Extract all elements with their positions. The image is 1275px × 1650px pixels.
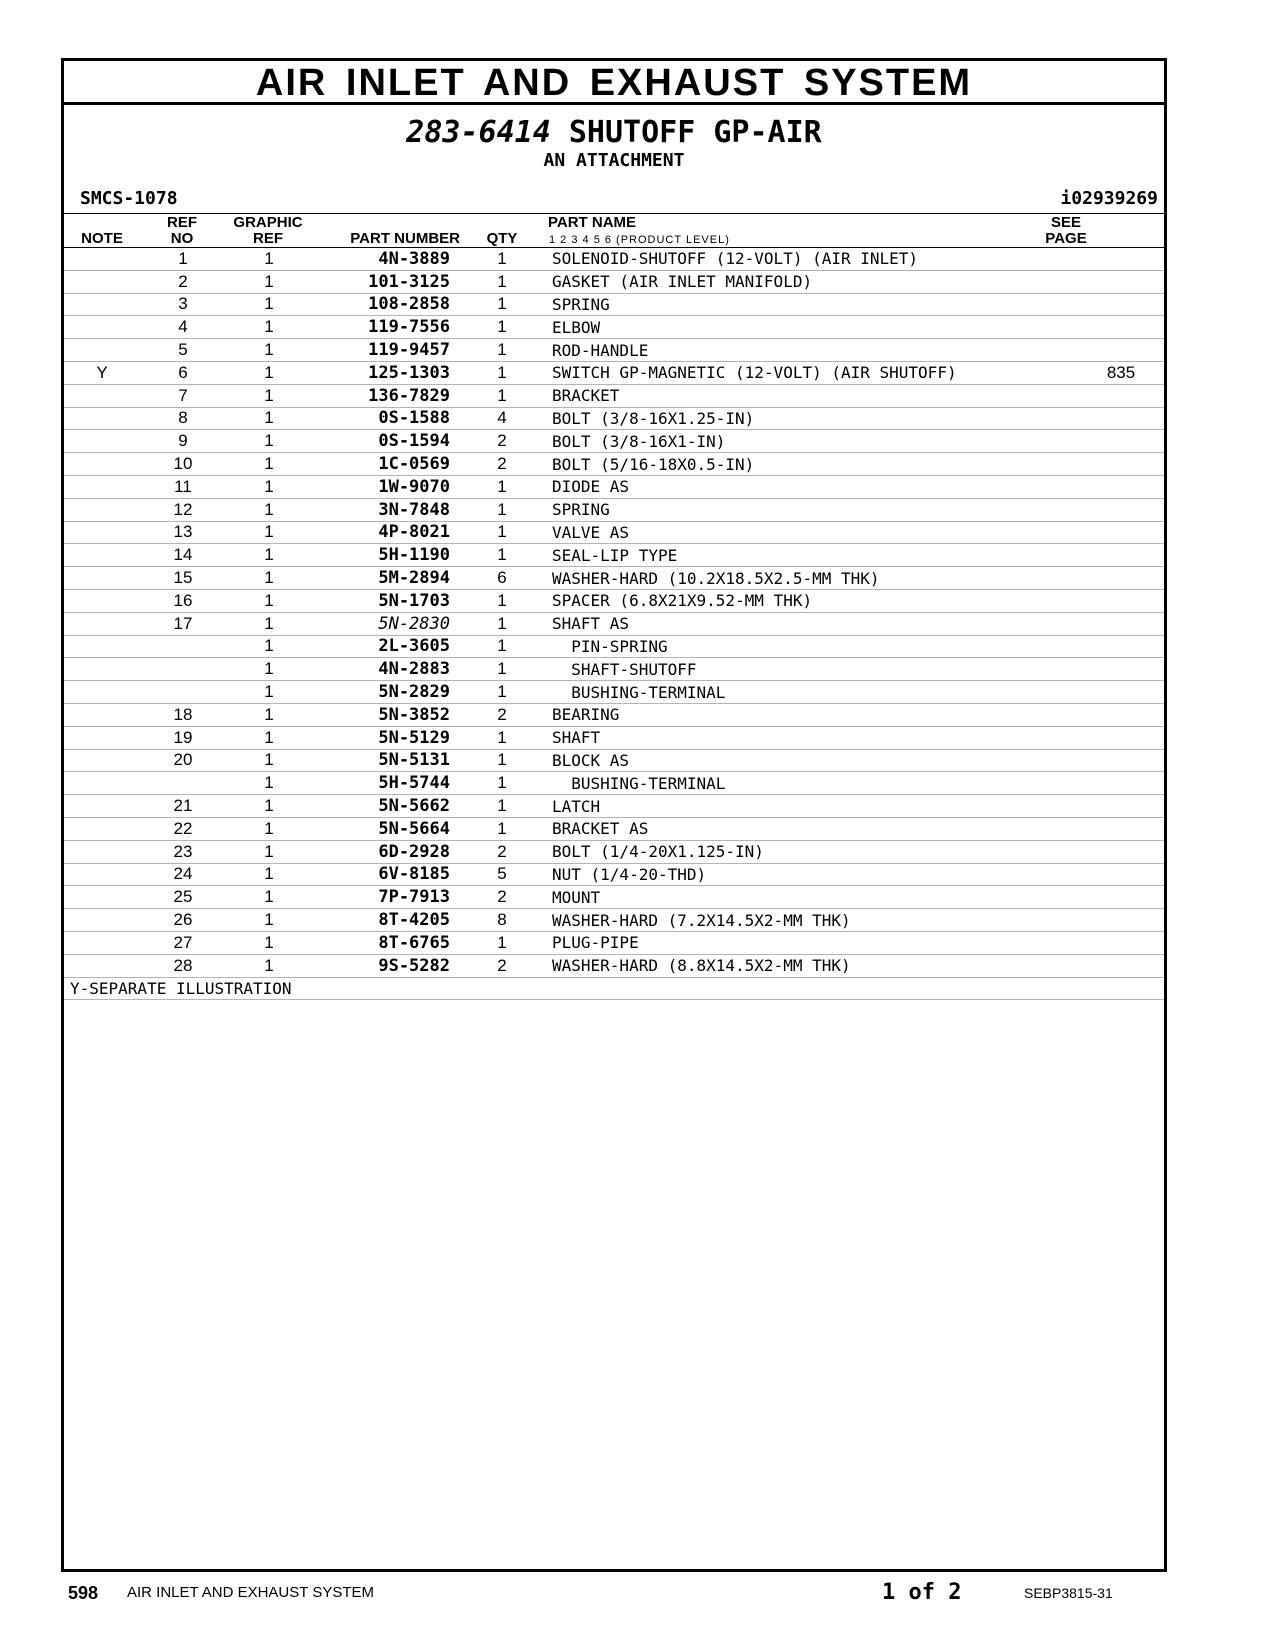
- cell-part-number: 101-3125: [312, 270, 456, 293]
- cell-ref-no: 12: [140, 498, 226, 521]
- footer-doc-number: SEBP3815-31: [1024, 1585, 1113, 1601]
- cell-graphic-ref: 1: [226, 384, 312, 407]
- cell-ref-no: 21: [140, 795, 226, 818]
- header-note: NOTE: [81, 230, 123, 247]
- cell-graphic-ref: 1: [226, 703, 312, 726]
- cell-part-number: 108-2858: [312, 293, 456, 316]
- cell-note: [64, 270, 140, 293]
- cell-part-name: BOLT (1/4-20X1.125-IN): [548, 840, 1078, 863]
- cell-qty: 1: [456, 544, 548, 567]
- cell-part-number: 5M-2894: [312, 567, 456, 590]
- cell-part-name: SOLENOID-SHUTOFF (12-VOLT) (AIR INLET): [548, 248, 1078, 270]
- cell-part-name: SPRING: [548, 293, 1078, 316]
- cell-part-number: 125-1303: [312, 361, 456, 384]
- cell-qty: 1: [456, 658, 548, 681]
- cell-qty: 1: [456, 817, 548, 840]
- cell-ref-no: 14: [140, 544, 226, 567]
- table-row: [64, 498, 1164, 521]
- cell-part-name: BEARING: [548, 703, 1078, 726]
- cell-ref-no: 1: [140, 248, 226, 270]
- cell-ref-no: 26: [140, 909, 226, 932]
- cell-part-name: BUSHING-TERMINAL: [548, 772, 1078, 795]
- cell-ref-no: 27: [140, 931, 226, 954]
- header-graphic-bottom: REF: [253, 230, 283, 247]
- cell-ref-no: 11: [140, 475, 226, 498]
- cell-graphic-ref: 1: [226, 544, 312, 567]
- cell-graphic-ref: 1: [226, 498, 312, 521]
- cell-ref-no: 10: [140, 453, 226, 476]
- cell-graphic-ref: 1: [226, 863, 312, 886]
- cell-part-name: SEAL-LIP TYPE: [548, 544, 1078, 567]
- group-subtitle: AN ATTACHMENT: [543, 150, 685, 171]
- cell-note: [64, 293, 140, 316]
- cell-qty: 1: [456, 498, 548, 521]
- table-row: [64, 475, 1164, 498]
- cell-part-number: 5H-5744: [312, 772, 456, 795]
- cell-part-number: 4N-2883: [312, 658, 456, 681]
- header-product-level: 1 2 3 4 5 6 (PRODUCT LEVEL): [549, 234, 730, 246]
- cell-note: [64, 339, 140, 362]
- cell-qty: 1: [456, 316, 548, 339]
- cell-see-page: [1078, 589, 1164, 612]
- cell-qty: 1: [456, 270, 548, 293]
- cell-ref-no: 4: [140, 316, 226, 339]
- cell-qty: 5: [456, 863, 548, 886]
- cell-note: [64, 475, 140, 498]
- header-graphic-top: GRAPHIC: [233, 214, 303, 231]
- cell-note: [64, 726, 140, 749]
- cell-qty: 1: [456, 521, 548, 544]
- cell-qty: 6: [456, 567, 548, 590]
- cell-note: [64, 703, 140, 726]
- cell-ref-no: 7: [140, 384, 226, 407]
- meta-row: [64, 185, 1164, 213]
- header-part-name: PART NAME: [548, 214, 637, 231]
- table-row: [64, 567, 1164, 590]
- cell-ref-no: 9: [140, 430, 226, 453]
- cell-part-number: 5N-1703: [312, 589, 456, 612]
- cell-qty: 2: [456, 886, 548, 909]
- cell-qty: 2: [456, 430, 548, 453]
- cell-note: [64, 407, 140, 430]
- cell-see-page: [1078, 658, 1164, 681]
- cell-see-page: [1078, 954, 1164, 977]
- cell-ref-no: [140, 681, 226, 704]
- cell-part-number: 7P-7913: [312, 886, 456, 909]
- cell-part-name: SHAFT: [548, 726, 1078, 749]
- page-footer: [0, 1578, 1275, 1608]
- table-row: [64, 681, 1164, 704]
- cell-part-number: 5N-5662: [312, 795, 456, 818]
- table-row: [64, 339, 1164, 362]
- cell-note: Y: [64, 361, 140, 384]
- cell-qty: 2: [456, 703, 548, 726]
- table-header: [64, 214, 1164, 248]
- cell-graphic-ref: 1: [226, 726, 312, 749]
- table-row: [64, 795, 1164, 818]
- table-row: [64, 407, 1164, 430]
- cell-part-name: BRACKET AS: [548, 817, 1078, 840]
- cell-graphic-ref: 1: [226, 840, 312, 863]
- cell-ref-no: [140, 658, 226, 681]
- cell-note: [64, 954, 140, 977]
- table-row: [64, 909, 1164, 932]
- footnote: Y-SEPARATE ILLUSTRATION: [64, 977, 1164, 1000]
- cell-see-page: [1078, 567, 1164, 590]
- cell-part-name: MOUNT: [548, 886, 1078, 909]
- cell-ref-no: 20: [140, 749, 226, 772]
- cell-part-number: 119-7556: [312, 316, 456, 339]
- cell-qty: 1: [456, 681, 548, 704]
- table-row: [64, 248, 1164, 270]
- cell-graphic-ref: 1: [226, 475, 312, 498]
- cell-ref-no: 5: [140, 339, 226, 362]
- section-title: AIR INLET AND EXHAUST SYSTEM: [64, 61, 1164, 105]
- cell-note: [64, 544, 140, 567]
- cell-graphic-ref: 1: [226, 293, 312, 316]
- table-row: [64, 726, 1164, 749]
- cell-graphic-ref: 1: [226, 931, 312, 954]
- cell-part-name: BOLT (3/8-16X1-IN): [548, 430, 1078, 453]
- cell-ref-no: 2: [140, 270, 226, 293]
- cell-ref-no: 6: [140, 361, 226, 384]
- cell-see-page: [1078, 909, 1164, 932]
- cell-part-number: 5H-1190: [312, 544, 456, 567]
- cell-graphic-ref: 1: [226, 248, 312, 270]
- cell-see-page: [1078, 612, 1164, 635]
- cell-see-page: [1078, 498, 1164, 521]
- cell-note: [64, 316, 140, 339]
- cell-see-page: [1078, 931, 1164, 954]
- cell-qty: 1: [456, 339, 548, 362]
- cell-note: [64, 453, 140, 476]
- cell-part-name: DIODE AS: [548, 475, 1078, 498]
- cell-see-page: [1078, 635, 1164, 658]
- smcs-code: SMCS-1078: [80, 188, 178, 209]
- cell-graphic-ref: 1: [226, 407, 312, 430]
- cell-ref-no: 16: [140, 589, 226, 612]
- cell-graphic-ref: 1: [226, 430, 312, 453]
- cell-note: [64, 909, 140, 932]
- parts-table-body: [64, 248, 1164, 1000]
- table-row: [64, 635, 1164, 658]
- cell-part-number: 2L-3605: [312, 635, 456, 658]
- group-heading: [64, 115, 1164, 151]
- table-row: [64, 703, 1164, 726]
- cell-graphic-ref: 1: [226, 635, 312, 658]
- cell-qty: 4: [456, 407, 548, 430]
- cell-qty: 1: [456, 361, 548, 384]
- group-name: SHUTOFF GP-AIR: [568, 115, 822, 150]
- header-part-number: PART NUMBER: [350, 230, 460, 247]
- cell-see-page: [1078, 407, 1164, 430]
- illustration-id: i02939269: [1060, 188, 1158, 209]
- cell-ref-no: 8: [140, 407, 226, 430]
- cell-ref-no: 23: [140, 840, 226, 863]
- cell-see-page: [1078, 681, 1164, 704]
- cell-part-name: SHAFT-SHUTOFF: [548, 658, 1078, 681]
- header-ref-top: REF: [167, 214, 197, 231]
- cell-see-page: [1078, 384, 1164, 407]
- cell-part-number: 1W-9070: [312, 475, 456, 498]
- footnote-row: [64, 977, 1164, 1000]
- cell-note: [64, 567, 140, 590]
- cell-part-name: SPACER (6.8X21X9.52-MM THK): [548, 589, 1078, 612]
- cell-part-number: 6D-2928: [312, 840, 456, 863]
- cell-part-number: 0S-1588: [312, 407, 456, 430]
- cell-note: [64, 248, 140, 270]
- cell-part-number: 5N-5664: [312, 817, 456, 840]
- cell-qty: 2: [456, 954, 548, 977]
- cell-note: [64, 658, 140, 681]
- cell-qty: 1: [456, 749, 548, 772]
- cell-part-name: WASHER-HARD (7.2X14.5X2-MM THK): [548, 909, 1078, 932]
- cell-part-number: 5N-2829: [312, 681, 456, 704]
- cell-see-page: [1078, 703, 1164, 726]
- cell-see-page: [1078, 726, 1164, 749]
- cell-ref-no: 13: [140, 521, 226, 544]
- cell-graphic-ref: 1: [226, 567, 312, 590]
- table-row: [64, 749, 1164, 772]
- cell-qty: 1: [456, 589, 548, 612]
- footer-section: AIR INLET AND EXHAUST SYSTEM: [127, 1584, 375, 1601]
- cell-graphic-ref: 1: [226, 749, 312, 772]
- cell-part-number: 9S-5282: [312, 954, 456, 977]
- cell-part-number: 4P-8021: [312, 521, 456, 544]
- cell-note: [64, 840, 140, 863]
- cell-part-name: WASHER-HARD (8.8X14.5X2-MM THK): [548, 954, 1078, 977]
- cell-qty: 1: [456, 726, 548, 749]
- cell-graphic-ref: 1: [226, 589, 312, 612]
- table-row: [64, 544, 1164, 567]
- cell-part-name: LATCH: [548, 795, 1078, 818]
- cell-see-page: [1078, 293, 1164, 316]
- cell-part-number: 136-7829: [312, 384, 456, 407]
- cell-ref-no: [140, 772, 226, 795]
- table-row: [64, 954, 1164, 977]
- cell-see-page: [1078, 270, 1164, 293]
- cell-graphic-ref: 1: [226, 909, 312, 932]
- cell-note: [64, 498, 140, 521]
- cell-part-name: BUSHING-TERMINAL: [548, 681, 1078, 704]
- cell-qty: 8: [456, 909, 548, 932]
- cell-note: [64, 430, 140, 453]
- cell-graphic-ref: 1: [226, 612, 312, 635]
- cell-qty: 1: [456, 772, 548, 795]
- cell-part-name: WASHER-HARD (10.2X18.5X2.5-MM THK): [548, 567, 1078, 590]
- table-row: [64, 931, 1164, 954]
- cell-see-page: [1078, 453, 1164, 476]
- table-row: [64, 453, 1164, 476]
- cell-part-name: BOLT (5/16-18X0.5-IN): [548, 453, 1078, 476]
- cell-ref-no: 28: [140, 954, 226, 977]
- table-row: [64, 840, 1164, 863]
- cell-part-number: 1C-0569: [312, 453, 456, 476]
- cell-see-page: [1078, 544, 1164, 567]
- cell-graphic-ref: 1: [226, 361, 312, 384]
- cell-part-number: 0S-1594: [312, 430, 456, 453]
- cell-graphic-ref: 1: [226, 339, 312, 362]
- cell-qty: 1: [456, 475, 548, 498]
- cell-note: [64, 521, 140, 544]
- cell-note: [64, 589, 140, 612]
- cell-qty: 1: [456, 384, 548, 407]
- cell-qty: 1: [456, 248, 548, 270]
- cell-see-page: [1078, 886, 1164, 909]
- cell-qty: 2: [456, 453, 548, 476]
- cell-see-page: 835: [1078, 361, 1164, 384]
- cell-graphic-ref: 1: [226, 453, 312, 476]
- cell-part-name: SWITCH GP-MAGNETIC (12-VOLT) (AIR SHUTOFF): [548, 361, 1078, 384]
- cell-ref-no: 17: [140, 612, 226, 635]
- group-number: 283-6414: [406, 115, 551, 150]
- table-row: [64, 430, 1164, 453]
- table-row: [64, 658, 1164, 681]
- cell-note: [64, 886, 140, 909]
- cell-part-number: 8T-6765: [312, 931, 456, 954]
- cell-see-page: [1078, 339, 1164, 362]
- cell-part-name: SHAFT AS: [548, 612, 1078, 635]
- cell-note: [64, 635, 140, 658]
- cell-see-page: [1078, 840, 1164, 863]
- cell-part-number: 5N-3852: [312, 703, 456, 726]
- cell-qty: 1: [456, 931, 548, 954]
- cell-part-number: 119-9457: [312, 339, 456, 362]
- cell-part-name: GASKET (AIR INLET MANIFOLD): [548, 270, 1078, 293]
- cell-part-number: 5N-5131: [312, 749, 456, 772]
- footer-page-of: 1 of 2: [882, 1580, 962, 1605]
- cell-part-name: ROD-HANDLE: [548, 339, 1078, 362]
- table-row: [64, 612, 1164, 635]
- table-row: [64, 384, 1164, 407]
- table-row: [64, 293, 1164, 316]
- cell-graphic-ref: 1: [226, 772, 312, 795]
- table-row: [64, 589, 1164, 612]
- cell-part-number: 8T-4205: [312, 909, 456, 932]
- table-row: [64, 772, 1164, 795]
- table-row: [64, 270, 1164, 293]
- cell-part-name: BLOCK AS: [548, 749, 1078, 772]
- cell-note: [64, 931, 140, 954]
- cell-see-page: [1078, 817, 1164, 840]
- cell-qty: 2: [456, 840, 548, 863]
- cell-note: [64, 681, 140, 704]
- cell-graphic-ref: 1: [226, 681, 312, 704]
- cell-see-page: [1078, 430, 1164, 453]
- cell-see-page: [1078, 248, 1164, 270]
- cell-ref-no: 18: [140, 703, 226, 726]
- cell-graphic-ref: 1: [226, 521, 312, 544]
- cell-graphic-ref: 1: [226, 817, 312, 840]
- cell-part-name: BRACKET: [548, 384, 1078, 407]
- cell-note: [64, 795, 140, 818]
- table-row: [64, 886, 1164, 909]
- cell-part-name: PLUG-PIPE: [548, 931, 1078, 954]
- footer-page-number: 598: [68, 1583, 99, 1603]
- header-ref-bottom: NO: [170, 230, 194, 247]
- header-qty: QTY: [486, 230, 518, 247]
- cell-qty: 1: [456, 293, 548, 316]
- cell-part-name: VALVE AS: [548, 521, 1078, 544]
- cell-note: [64, 817, 140, 840]
- table-row: [64, 361, 1164, 384]
- cell-note: [64, 384, 140, 407]
- cell-graphic-ref: 1: [226, 316, 312, 339]
- cell-part-name: PIN-SPRING: [548, 635, 1078, 658]
- table-row: [64, 521, 1164, 544]
- cell-qty: 1: [456, 795, 548, 818]
- cell-part-number: 5N-2830: [312, 612, 456, 635]
- cell-note: [64, 612, 140, 635]
- cell-see-page: [1078, 863, 1164, 886]
- cell-see-page: [1078, 749, 1164, 772]
- cell-ref-no: 15: [140, 567, 226, 590]
- cell-ref-no: 3: [140, 293, 226, 316]
- cell-graphic-ref: 1: [226, 270, 312, 293]
- cell-see-page: [1078, 316, 1164, 339]
- parts-table: [64, 248, 1164, 1000]
- cell-graphic-ref: 1: [226, 886, 312, 909]
- table-row: [64, 817, 1164, 840]
- parts-page-frame: [61, 58, 1167, 1572]
- cell-part-number: 5N-5129: [312, 726, 456, 749]
- cell-see-page: [1078, 795, 1164, 818]
- cell-ref-no: [140, 635, 226, 658]
- cell-see-page: [1078, 475, 1164, 498]
- cell-graphic-ref: 1: [226, 954, 312, 977]
- cell-note: [64, 863, 140, 886]
- cell-part-name: ELBOW: [548, 316, 1078, 339]
- table-row: [64, 316, 1164, 339]
- cell-ref-no: 25: [140, 886, 226, 909]
- cell-part-name: BOLT (3/8-16X1.25-IN): [548, 407, 1078, 430]
- cell-see-page: [1078, 521, 1164, 544]
- cell-see-page: [1078, 772, 1164, 795]
- cell-qty: 1: [456, 612, 548, 635]
- header-see-top: SEE: [1050, 214, 1081, 231]
- header-see-bottom: PAGE: [1045, 230, 1087, 247]
- cell-ref-no: 22: [140, 817, 226, 840]
- cell-graphic-ref: 1: [226, 658, 312, 681]
- cell-part-name: SPRING: [548, 498, 1078, 521]
- cell-note: [64, 749, 140, 772]
- cell-graphic-ref: 1: [226, 795, 312, 818]
- cell-ref-no: 24: [140, 863, 226, 886]
- cell-part-number: 3N-7848: [312, 498, 456, 521]
- cell-part-name: NUT (1/4-20-THD): [548, 863, 1078, 886]
- table-row: [64, 863, 1164, 886]
- cell-part-number: 4N-3889: [312, 248, 456, 270]
- cell-ref-no: 19: [140, 726, 226, 749]
- cell-note: [64, 772, 140, 795]
- cell-part-number: 6V-8185: [312, 863, 456, 886]
- cell-qty: 1: [456, 635, 548, 658]
